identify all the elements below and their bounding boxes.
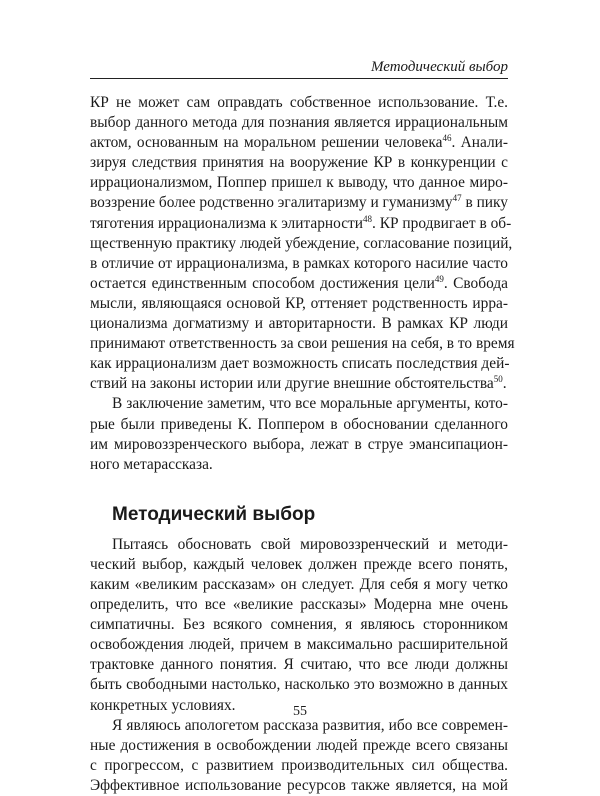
footnote-ref-46: 46 bbox=[442, 133, 452, 144]
text-line: иррационализмом, Поппер пришел к выводу, что данное миро- bbox=[90, 174, 508, 192]
footnote-ref-49: 49 bbox=[434, 273, 444, 284]
text-line: В заключение заметим, что все моральные аргументы, кото- bbox=[112, 395, 508, 413]
text-line: освобождения людей, причем в максимально расширительной bbox=[90, 636, 508, 654]
text-line: им мировоззренческого выбора, лежат в струе эмансипацион- bbox=[90, 435, 508, 453]
footnote-ref-47: 47 bbox=[452, 193, 462, 204]
text-line: ного метарассказа. bbox=[90, 455, 213, 473]
paragraph-4 bbox=[90, 716, 508, 796]
text-line: Пытаясь обосновать свой мировоззренческий и методи- bbox=[112, 535, 508, 553]
text-line: ствий на законы истории или другие внешние обстоятельства$^{50}$. bbox=[90, 374, 507, 393]
paragraph-1 bbox=[90, 93, 515, 394]
section-heading: Методический выбор bbox=[112, 503, 316, 525]
text-line: с прогрессом, с развитием производительных сил общества. bbox=[90, 756, 508, 774]
text-line: Я являюсь апологетом рассказа развития, ибо все современ- bbox=[112, 716, 508, 734]
text-line: мысли, являющаяся основой КР, оттеняет родственность ирра- bbox=[90, 294, 508, 312]
text-line: тяготения иррационализма к элитарности$^{48}$. КР продвигает в об- bbox=[90, 213, 512, 232]
paragraph-3 bbox=[90, 535, 508, 716]
text-line: воззрение более родственно эгалитаризму и гуманизму$^{47}$ в пику bbox=[90, 193, 508, 212]
text-line: рые были приведены К. Поппером в обосновании сделанного bbox=[90, 415, 508, 433]
text-line: конкретных условиях. bbox=[90, 696, 236, 714]
footnote-ref-50: 50 bbox=[493, 374, 503, 385]
text-line: принимают ответственность за свои решения на себя, в то время bbox=[90, 335, 515, 353]
text-line: Эффективное использование ресурсов также является, на мой bbox=[90, 776, 508, 794]
text-line: каким «великим рассказам» он следует. Для себя я могу четко bbox=[90, 575, 508, 593]
text-line: щественную практику людей убеждение, согласование позиций, bbox=[90, 234, 513, 252]
text-line: в отличие от иррационализма, в рамках которого насилие часто bbox=[90, 254, 508, 272]
text-line: трактовке данного понятия. Я считаю, что все люди должны bbox=[90, 656, 508, 674]
paragraph-2 bbox=[90, 394, 508, 474]
page-number: 55 bbox=[293, 704, 307, 719]
text-line: ционализма догматизму и авторитарности. В рамках КР люди bbox=[90, 315, 508, 333]
text-line: определить, что все «великие рассказы» Модерна мне очень bbox=[90, 596, 508, 614]
text-line: ные достижения в освобождении людей прежде всего связаны bbox=[90, 736, 508, 754]
text-line: зируя следствия принятия на вооружение КР в конкуренции с bbox=[90, 154, 508, 172]
text-line: выбор данного метода для познания является иррациональным bbox=[90, 114, 508, 132]
body-text bbox=[90, 93, 515, 796]
text-line: КР не может сам оправдать собственное использование. Т.е. bbox=[90, 94, 508, 111]
running-head: Методический выбор bbox=[90, 58, 508, 79]
text-line: ческий выбор, каждый человек должен прежде всего понять, bbox=[90, 555, 508, 573]
text-line: актом, основанным на моральном решении человека$^{46}$. Анали- bbox=[90, 133, 508, 152]
text-line: как иррационализм дает возможность списать последствия дей- bbox=[90, 355, 510, 373]
text-line: симпатичны. Без всякого сомнения, я являюсь сторонником bbox=[90, 616, 508, 634]
text-line: остается единственным способом достижения цели$^{49}$. Свобода bbox=[90, 273, 508, 292]
footnote-ref-48: 48 bbox=[363, 213, 373, 224]
text-line: быть свободными настолько, насколько это возможно в данных bbox=[90, 676, 508, 694]
